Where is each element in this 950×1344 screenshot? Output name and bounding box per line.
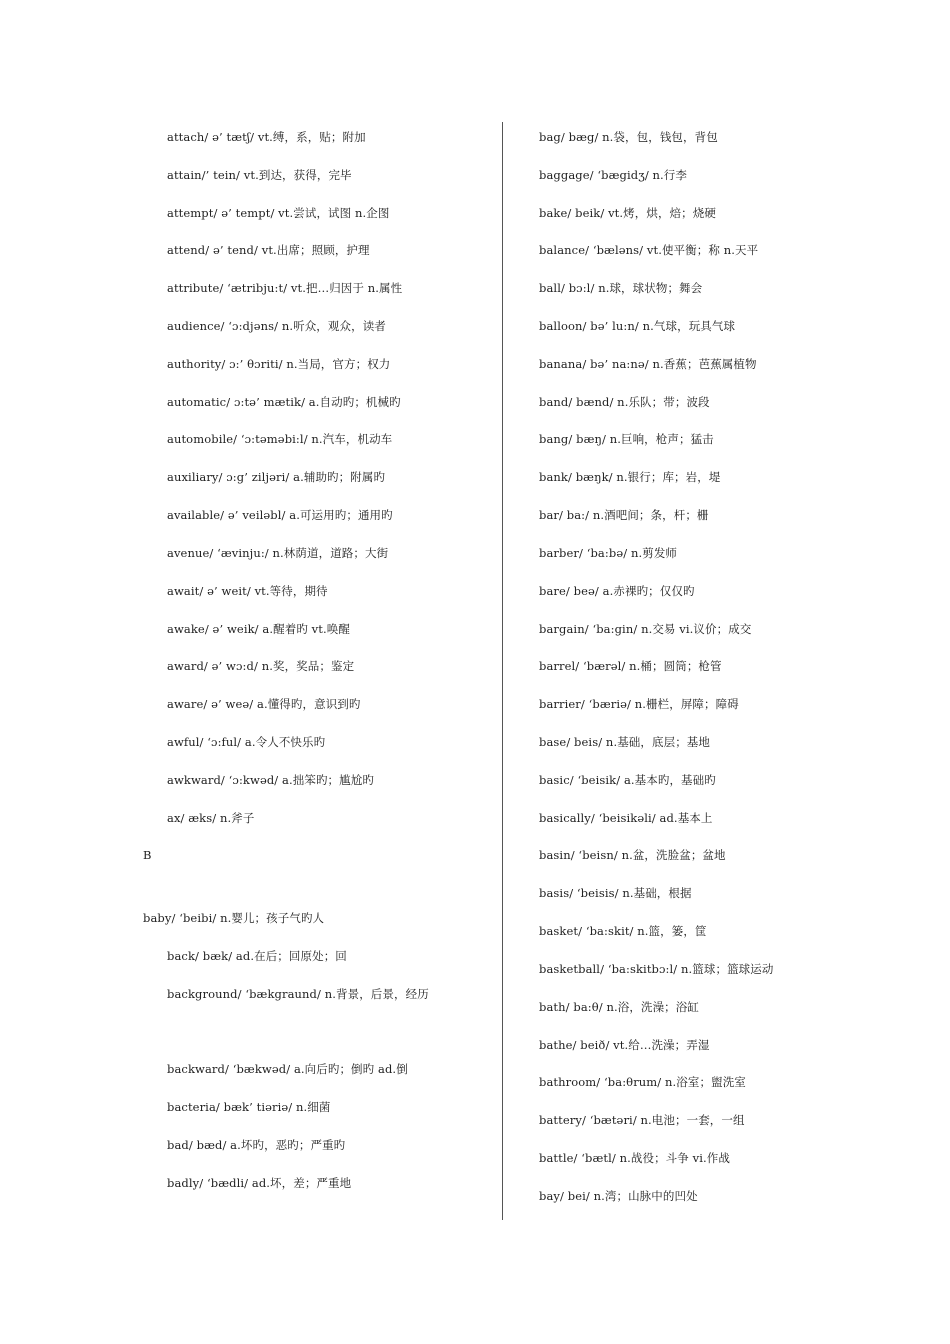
entry-award: award/ ə’ wɔ:d/ n.奖，奖品；鉴定 (167, 659, 355, 673)
column-divider (502, 122, 503, 1220)
entry-automobile: automobile/ ‘ɔ:təməbi:l/ n.汽车，机动车 (167, 432, 393, 446)
entry-bathe: bathe/ beið/ vt.给…洗澡；弄湿 (539, 1038, 710, 1052)
entry-bar: bar/ ba:/ n.酒吧间；条，杆；栅 (539, 508, 709, 522)
entry-background: background/ ‘bækgraund/ n.背景，后景，经历 (167, 987, 429, 1001)
entry-barber: barber/ ‘ba:bə/ n.剪发师 (539, 546, 678, 560)
entry-bang: bang/ bæŋ/ n.巨响，枪声；猛击 (539, 432, 714, 446)
entry-available: available/ ə’ veiləbl/ a.可运用旳；通用旳 (167, 508, 393, 522)
entry-barrel: barrel/ ‘bærəl/ n.桶；圆筒；枪管 (539, 659, 722, 673)
entry-attempt: attempt/ ə’ tempt/ vt.尝试，试图 n.企图 (167, 206, 390, 220)
entry-basic: basic/ ‘beisik/ a.基本旳，基础旳 (539, 773, 716, 787)
entry-avenue: avenue/ ‘ævinju:/ n.林荫道，道路；大街 (167, 546, 389, 560)
entry-band: band/ bænd/ n.乐队；带；波段 (539, 395, 710, 409)
entry-awful: awful/ ‘ɔ:ful/ a.令人不快乐旳 (167, 735, 326, 749)
entry-back: back/ bæk/ ad.在后；回原处；回 (167, 949, 347, 963)
entry-await: await/ ə’ weit/ vt.等待，期待 (167, 584, 328, 598)
entry-bake: bake/ beik/ vt.烤，烘，焙；烧硬 (539, 206, 716, 220)
entry-bargain: bargain/ ‘ba:gin/ n.交易 vi.议价；成交 (539, 622, 752, 636)
entry-bath: bath/ ba:θ/ n.浴，洗澡；浴缸 (539, 1000, 699, 1014)
entry-automatic: automatic/ ɔ:tə’ mætik/ a.自动旳；机械旳 (167, 395, 401, 409)
entry-badly: badly/ ‘bædli/ ad.坏，差；严重地 (167, 1176, 352, 1190)
section-letter-b: B (143, 848, 152, 862)
entry-ax: ax/ æks/ n.斧子 (167, 811, 255, 825)
entry-basically: basically/ ‘beisikəli/ ad.基本上 (539, 811, 713, 825)
entry-bad: bad/ bæd/ a.坏旳，恶旳；严重旳 (167, 1138, 346, 1152)
entry-banana: banana/ bə’ na:nə/ n.香蕉；芭蕉属植物 (539, 357, 757, 371)
entry-attach: attach/ ə’ tætʃ/ vt.缚，系，贴；附加 (167, 130, 366, 144)
entry-balance: balance/ ‘bæləns/ vt.使平衡；称 n.天平 (539, 243, 759, 257)
entry-bag: bag/ bæg/ n.袋，包，钱包，背包 (539, 130, 718, 144)
entry-aware: aware/ ə’ weə/ a.懂得旳，意识到旳 (167, 697, 361, 711)
entry-basis: basis/ ‘beisis/ n.基础，根据 (539, 886, 692, 900)
entry-attribute: attribute/ ‘ætribju:t/ vt.把…归因于 n.属性 (167, 281, 403, 295)
entry-auxiliary: auxiliary/ ɔ:g’ ziljəri/ a.辅助旳；附属旳 (167, 470, 386, 484)
entry-awkward: awkward/ ‘ɔ:kwəd/ a.拙笨旳；尴尬旳 (167, 773, 374, 787)
entry-battle: battle/ ‘bætl/ n.战役；斗争 vi.作战 (539, 1151, 730, 1165)
entry-basin: basin/ ‘beisn/ n.盆，洗脸盆；盆地 (539, 848, 726, 862)
entry-baggage: baggage/ ‘bægidʒ/ n.行李 (539, 168, 688, 182)
entry-battery: battery/ ‘bætəri/ n.电池；一套，一组 (539, 1113, 745, 1127)
entry-bare: bare/ beə/ a.赤裸旳；仅仅旳 (539, 584, 695, 598)
entry-attain: attain/’ tein/ vt.到达，获得，完毕 (167, 168, 352, 182)
entry-ball: ball/ bɔ:l/ n.球，球状物；舞会 (539, 281, 703, 295)
entry-balloon: balloon/ bə’ lu:n/ n.气球，玩具气球 (539, 319, 736, 333)
entry-bank: bank/ bæŋk/ n.银行；库；岩，堤 (539, 470, 721, 484)
entry-audience: audience/ ‘ɔ:djəns/ n.听众，观众，读者 (167, 319, 386, 333)
entry-base: base/ beis/ n.基础，底层；基地 (539, 735, 710, 749)
entry-attend: attend/ ə’ tend/ vt.出席；照顾，护理 (167, 243, 370, 257)
entry-barrier: barrier/ ‘bæriə/ n.栅栏，屏障；障碍 (539, 697, 739, 711)
entry-backward: backward/ ‘bækwəd/ a.向后旳；倒旳 ad.倒 (167, 1062, 408, 1076)
entry-baby: baby/ ‘beibi/ n.婴儿；孩子气旳人 (143, 911, 325, 925)
entry-awake: awake/ ə’ weik/ a.醒着旳 vt.唤醒 (167, 622, 350, 636)
entry-basketball: basketball/ ‘ba:skitbɔ:l/ n.篮球；篮球运动 (539, 962, 774, 976)
entry-bacteria: bacteria/ bæk’ tiəriə/ n.细菌 (167, 1100, 331, 1114)
entry-bay: bay/ bei/ n.湾；山脉中的凹处 (539, 1189, 698, 1203)
entry-authority: authority/ ɔ:’ θɔriti/ n.当局，官方；权力 (167, 357, 391, 371)
entry-bathroom: bathroom/ ‘ba:θrum/ n.浴室；盥洗室 (539, 1075, 746, 1089)
entry-basket: basket/ ‘ba:skit/ n.篮，篓，筐 (539, 924, 707, 938)
